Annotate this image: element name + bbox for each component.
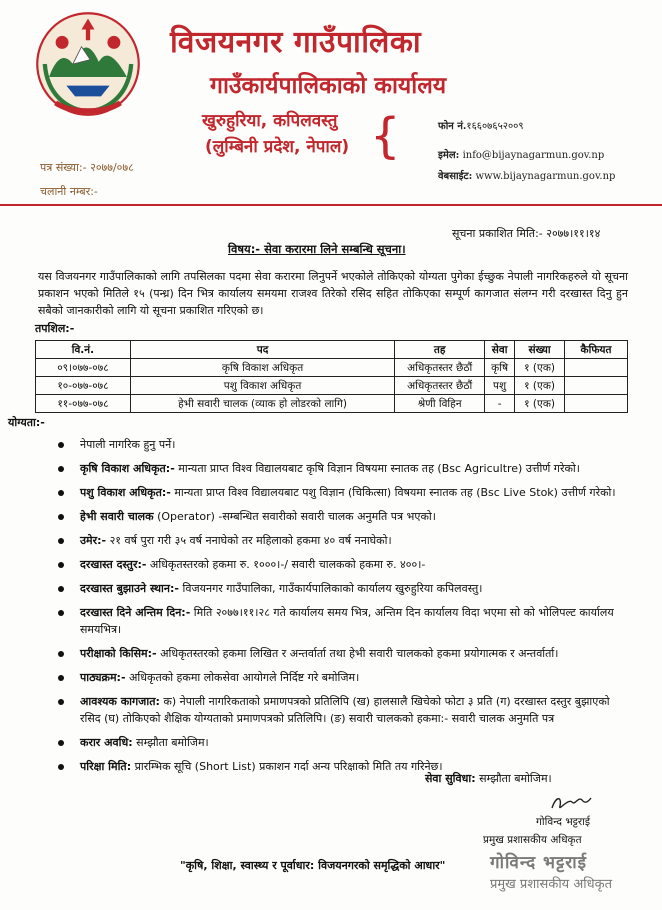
phone-label: फोन नं. (438, 121, 467, 132)
phone-value: १६६०७६५२००९ (466, 121, 524, 132)
bullet-icon (58, 466, 64, 472)
list-item (58, 532, 626, 549)
table-cell: १ (एक) (515, 395, 565, 413)
bullet-icon (58, 699, 64, 705)
table-cell: १ (एक) (515, 359, 565, 377)
table-cell (565, 377, 628, 395)
list-item (58, 508, 626, 525)
table-header: कैफियत (565, 341, 628, 359)
brace-divider: { (370, 108, 401, 164)
item-label: पाठ्यक्रम:- (80, 671, 126, 684)
list-item (58, 645, 626, 662)
bullet-icon (58, 562, 64, 568)
table-header: तह (395, 341, 485, 359)
table-cell: - (485, 395, 515, 413)
bullet-icon (58, 586, 64, 592)
table-header: संख्या (515, 341, 565, 359)
list-item (58, 580, 626, 597)
notice-body: यस विजयनगर गाउँपालिकाको लागि तपसिलका पदमा सेवा करारमा लिनुपर्ने भएकोले तोकिएको योग्यता पुगेका ईच्छुक नेपाली नागरिकहरुले यो सूचना प्रकाशन भएको मितिले १५ (पन्ध्र) दिन भित्र कार्यालय समयमा राजश्व तिरेको रसिद सहित तोकिएका सम्पूर्ण कागजात संलग्न गरी दरखास्त दिनु हुन सबैको जानकारीको लागि यो सूचना प्रकाशित गरिएको छ। (38, 270, 628, 317)
item-text: विजयनगर गाउँपालिका, गाउँकार्यपालिकाको कार्यालय खुरुहुरिया कपिलवस्तु। (178, 582, 483, 595)
website-line (438, 168, 615, 182)
item-label: करार अवधि: (80, 736, 133, 749)
signatory-name: गोविन्द भट्टराई (536, 816, 591, 828)
item-label: परिक्षा मिति: (80, 760, 132, 773)
stamp-title: प्रमुख प्रशासकीय अधिकृत (490, 877, 613, 892)
list-item (58, 734, 626, 751)
table-cell: हेभी सवारी चालक (व्याक हो लोडरको लागि) (130, 395, 394, 413)
table-header-row (36, 341, 628, 359)
list-item (58, 556, 626, 573)
item-text: सम्झौता बमोजिम। (132, 736, 209, 749)
table-cell: पशु विकाश अधिकृत (130, 377, 394, 395)
bullet-icon (58, 651, 64, 657)
item-label: उमेर:- (80, 534, 107, 547)
vacancy-table (35, 340, 628, 413)
email-label: इमेल: (438, 150, 460, 161)
list-item (58, 693, 626, 727)
table-cell: अधिकृतस्तर छैठौं (395, 377, 485, 395)
bullet-icon (58, 675, 64, 681)
item-text: नेपाली नागरिक हुनु पर्ने। (80, 438, 176, 451)
table-cell: ११-०७७-०७८ (36, 395, 131, 413)
handwritten-signature (548, 792, 594, 814)
item-text: मान्यता प्राप्त विश्व विद्यालयबाट कृषि विज्ञान विषयमा स्नातक तह (Bsc Agricultre) उत्तीर्ण गरेको। (174, 462, 580, 475)
table-cell: ०९।०७७-०७८ (36, 359, 131, 377)
table-row (36, 395, 628, 413)
item-text: अधिकृतको हकमा लोकसेवा आयोगले निर्दिष्ट गरे बमोजिम। (125, 671, 360, 684)
bullet-icon (58, 538, 64, 544)
table-header: वि.नं. (36, 341, 131, 359)
details-label: तपशिल:- (35, 322, 75, 335)
item-label: दरखास्त दिने अन्तिम दिन:- (80, 606, 191, 619)
table-row (36, 359, 628, 377)
item-label: हेभी सवारी चालक (80, 510, 154, 523)
item-label: दरखास्त बुझाउने स्थान:- (80, 582, 179, 595)
item-label: परीक्षाको किसिम:- (80, 647, 157, 660)
list-item (58, 460, 626, 477)
list-item (58, 484, 626, 501)
item-label: आवश्यक कागजात: (80, 695, 160, 708)
item-text: मान्यता प्राप्त विश्व विद्यालयबाट पशु विज्ञान (चिकित्सा) विषयमा स्नातक तह (Bsc Live Stok) उत्तीर्ण गरेको। (170, 486, 616, 499)
table-cell (565, 359, 628, 377)
address-line-2: (लुम्बिनी प्रदेश, नेपाल) (205, 137, 350, 157)
table-cell: १ (एक) (515, 377, 565, 395)
item-text: क) नेपाली नागरिकताको प्रमाणपत्रको प्रतिलिपि (ख) हालसालै खिचेको फोटा ३ प्रति (ग) दरखास्त दस्तुर बुझाएको रसिद (घ) तोकिएको शैक्षिक योग्यताको प्रमाणपत्रको प्रतिलिपि। (ङ) सवारी चालकको हकमा:- सवारी चालक अनुमति पत्र (80, 695, 610, 725)
item-label: कृषि विकाश अधिकृत:- (80, 462, 175, 475)
list-item (58, 604, 626, 638)
item-text: अधिकृतस्तरको हकमा रु. १०००।-/ सवारी चालकको हकमा रु. ४००।- (146, 558, 426, 571)
item-text: (Operator) -सम्बन्धित सवारीको सवारी चालक अनुमति पत्र भएको। (153, 510, 436, 523)
table-cell (565, 395, 628, 413)
item-text: २१ वर्ष पुरा गरी ३५ वर्ष ननाघेको तर महिलाको हकमा ४० वर्ष ननाघेको। (106, 534, 392, 547)
published-date: सूचना प्रकाशित मिति:- २०७७।११।१४ (452, 227, 601, 240)
notice-subject: विषय:- सेवा करारमा लिने सम्बन्धि सूचना। (228, 242, 406, 256)
bullet-icon (58, 442, 64, 448)
email-line (438, 147, 604, 161)
item-label: दरखास्त दस्तुर:- (80, 558, 147, 571)
qualifications-list (58, 436, 626, 782)
nepal-government-emblem (34, 10, 142, 118)
table-cell: अधिकृतस्तर छैठौं (395, 359, 485, 377)
bullet-icon (58, 610, 64, 616)
bullet-icon (58, 740, 64, 746)
item-label: पशु विकाश अधिकृत:- (80, 486, 171, 499)
reference-number (40, 160, 134, 175)
signatory-title: प्रमुख प्रशासकीय अधिकृत (483, 834, 582, 846)
header-rule (0, 204, 662, 206)
service-facility-text: सम्झौता बमोजिम। (475, 772, 552, 785)
stamp-name: गोविन्द भट्टराई (490, 853, 587, 873)
list-item (58, 436, 626, 453)
table-row (36, 377, 628, 395)
address-line-1: खुरुहुरिया, कपिलवस्तु (202, 111, 338, 131)
website-value[interactable]: www.bijaynagarmun.gov.np (475, 171, 616, 182)
service-facility-label: सेवा सुविधा: (425, 772, 476, 785)
service-facility (425, 771, 552, 786)
footer-motto: "कृषि, शिक्षा, स्वास्थ्य र पूर्वाधार: विजयनगरको समृद्धिको आधार" (180, 859, 446, 872)
item-text: प्रारम्भिक सूचि (Short List) प्रकाशन गर्दा अन्य परिक्षाको मिति तय गरिनेछ। (131, 760, 443, 773)
table-cell: कृषि विकाश अधिकृत (130, 359, 394, 377)
phone-line (438, 118, 524, 132)
table-cell: श्रेणी विहिन (395, 395, 485, 413)
table-cell: पशु (485, 377, 515, 395)
bullet-icon (58, 514, 64, 520)
office-subtitle: गाउँकार्यपालिकाको कार्यालय (210, 73, 447, 99)
email-value[interactable]: info@bijaynagarmun.gov.np (462, 150, 605, 161)
table-cell: १०-०७७-०७८ (36, 377, 131, 395)
table-header: पद (130, 341, 394, 359)
item-text: मिति २०७७।११।२८ गते कार्यालय समय भित्र, अन्तिम दिन कार्यालय विदा भएमा सो को भोलिपल्ट कार्यालय समयभित्र। (80, 606, 614, 636)
reference-value: २०७७/०७८ (90, 161, 134, 174)
website-label: वेबसाईट: (438, 171, 473, 182)
bullet-icon (58, 764, 64, 770)
bullet-icon (58, 490, 64, 496)
dispatch-number-label: चलानी नम्बर:- (40, 185, 98, 198)
qualifications-heading: योग्यता:- (8, 416, 45, 429)
municipality-title: विजयनगर गाउँपालिका (170, 25, 422, 60)
item-text: अधिकृतस्तरको हकमा लिखित र अन्तर्वार्ता तथा हेभी सवारी चालकको हकमा प्रयोगात्मक र अन्तर्वार्ता। (156, 647, 559, 660)
list-item (58, 669, 626, 686)
reference-label: पत्र संख्या:- (40, 161, 87, 174)
table-cell: कृषि (485, 359, 515, 377)
table-header: सेवा (485, 341, 515, 359)
